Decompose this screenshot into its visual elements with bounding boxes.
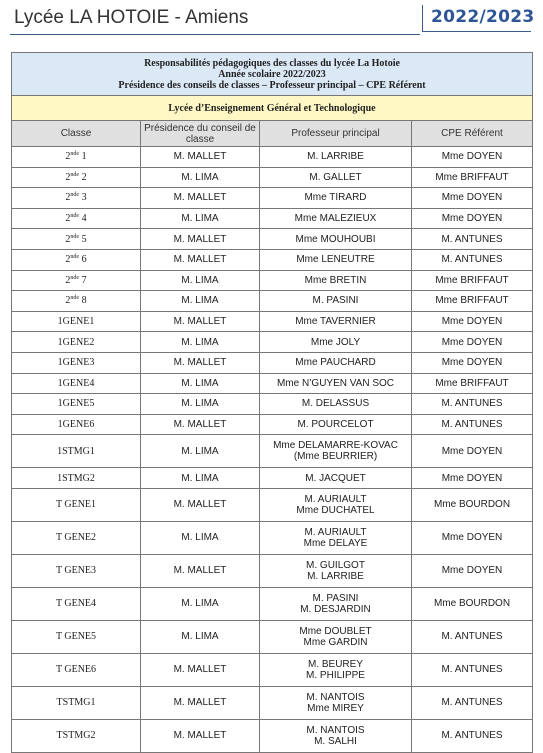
professeur-name: Mme GARDIN [303, 636, 368, 648]
cell-classe: 1STMG1 [12, 435, 141, 468]
cell-presidence: M. MALLET [141, 147, 260, 168]
professeur-name: M. LARRIBE [307, 151, 364, 163]
cell-presidence: M. LIMA [141, 435, 260, 468]
table-row [12, 521, 533, 554]
col-header-professeur: Professeur principal [260, 121, 412, 147]
table-row [12, 686, 533, 719]
cell-classe: 1STMG2 [12, 468, 141, 489]
cell-cpe: Mme DOYEN [412, 208, 533, 229]
classe-number: 4 [79, 213, 87, 225]
professeur-name: M. BEUREY [307, 658, 363, 670]
responsibilities-table [11, 52, 533, 753]
cell-presidence: M. MALLET [141, 719, 260, 752]
table-row [12, 587, 533, 620]
col-header-presidence: Présidence du conseil de classe [141, 121, 260, 147]
classe-level-suffix: nde [70, 213, 80, 220]
cell-professeur [260, 435, 412, 468]
professeur-name: Mme DOUBLET [299, 625, 372, 637]
cell-cpe: Mme BRIFFAUT [412, 270, 533, 291]
professeur-name: M. PHILIPPE [306, 669, 365, 681]
cell-presidence: M. LIMA [141, 167, 260, 188]
classe-level: 2 [65, 233, 71, 245]
classe-level: 2 [65, 192, 71, 204]
cell-professeur [260, 620, 412, 653]
table-subtitle: Lycée d’Enseignement Général et Technologique [12, 96, 533, 121]
cell-professeur [260, 147, 412, 168]
table-row [12, 554, 533, 587]
cell-cpe: M. ANTUNES [412, 719, 533, 752]
table-row [12, 147, 533, 168]
cell-professeur [260, 521, 412, 554]
cell-presidence: M. MALLET [141, 188, 260, 209]
table-row [12, 249, 533, 270]
table-title [12, 53, 533, 96]
table-row [12, 373, 533, 394]
table-row [12, 167, 533, 188]
cell-professeur [260, 229, 412, 250]
cell-professeur [260, 719, 412, 752]
professeur-name: M. NANTOIS [306, 691, 365, 703]
title-line-2: Année scolaire 2022/2023 [218, 68, 326, 80]
classe-number: 2 [79, 171, 87, 183]
cell-cpe: Mme DOYEN [412, 332, 533, 353]
cell-presidence: M. LIMA [141, 468, 260, 489]
table-row [12, 208, 533, 229]
cell-cpe: Mme BOURDON [412, 587, 533, 620]
cell-classe: TSTMG1 [12, 686, 141, 719]
professeur-name: Mme JOLY [310, 336, 361, 348]
cell-classe: 1GENE5 [12, 394, 141, 415]
professeur-name: M. PASINI [312, 295, 359, 307]
professeur-name: Mme TIRARD [304, 192, 367, 204]
cell-presidence: M. LIMA [141, 394, 260, 415]
cell-professeur [260, 653, 412, 686]
professeur-name: Mme PAUCHARD [295, 357, 376, 369]
cell-classe: T GENE5 [12, 620, 141, 653]
classe-level-suffix: nde [70, 274, 80, 281]
cell-classe [12, 147, 141, 168]
subtitle-row [12, 96, 533, 121]
year-box [422, 5, 535, 32]
professeur-name: Mme LENEUTRE [296, 254, 375, 266]
cell-professeur [260, 188, 412, 209]
professeur-name: M. GALLET [309, 171, 362, 183]
cell-cpe: Mme BRIFFAUT [412, 167, 533, 188]
cell-professeur [260, 414, 412, 435]
cell-presidence: M. MALLET [141, 311, 260, 332]
classe-level: 2 [65, 213, 71, 225]
professeur-name: Mme MALEZIEUX [294, 213, 377, 225]
classe-level: 2 [65, 171, 71, 183]
cell-professeur [260, 270, 412, 291]
professeur-name: M. NANTOIS [306, 724, 365, 736]
classe-number: 1 [79, 151, 87, 163]
classe-level-suffix: nde [70, 295, 80, 302]
professeur-name: M. JACQUET [305, 472, 366, 484]
professeur-name: M. LARRIBE [307, 570, 364, 582]
table-row [12, 468, 533, 489]
cell-cpe: Mme DOYEN [412, 311, 533, 332]
cell-cpe: Mme DOYEN [412, 352, 533, 373]
table-row [12, 352, 533, 373]
professeur-name: M. GUILGOT [306, 559, 365, 571]
cell-presidence: M. MALLET [141, 249, 260, 270]
cell-professeur [260, 167, 412, 188]
table-row [12, 311, 533, 332]
cell-professeur [260, 249, 412, 270]
cell-cpe: M. ANTUNES [412, 229, 533, 250]
school-name: Lycée LA HOTOIE - Amiens [14, 7, 249, 28]
cell-cpe: M. ANTUNES [412, 394, 533, 415]
table-row [12, 719, 533, 752]
cell-presidence: M. LIMA [141, 587, 260, 620]
cell-presidence: M. LIMA [141, 332, 260, 353]
classe-level-suffix: nde [70, 171, 80, 178]
classe-level: 2 [65, 254, 71, 266]
cell-professeur [260, 686, 412, 719]
classe-number: 3 [79, 192, 87, 204]
cell-cpe: M. ANTUNES [412, 686, 533, 719]
professeur-name: M. SALHI [314, 735, 357, 747]
cell-presidence: M. MALLET [141, 229, 260, 250]
classe-level-suffix: nde [70, 233, 80, 240]
title-line-1: Responsabilités pédagogiques des classes du lycée La Hotoie [144, 57, 400, 69]
cell-presidence: M. MALLET [141, 686, 260, 719]
cell-presidence: M. LIMA [141, 291, 260, 312]
cell-presidence: M. LIMA [141, 270, 260, 291]
professeur-name: Mme DELAMARRE-KOVAC [273, 440, 398, 452]
cell-cpe: Mme DOYEN [412, 521, 533, 554]
table-row [12, 488, 533, 521]
cell-cpe: M. ANTUNES [412, 620, 533, 653]
cell-cpe: Mme DOYEN [412, 435, 533, 468]
professeur-name: M. AURIAULT [304, 493, 367, 505]
professeur-name: Mme N’GUYEN VAN SOC [276, 377, 395, 389]
cell-professeur [260, 332, 412, 353]
cell-classe [12, 208, 141, 229]
cell-presidence: M. LIMA [141, 373, 260, 394]
cell-classe: T GENE1 [12, 488, 141, 521]
cell-presidence: M. MALLET [141, 554, 260, 587]
table-row [12, 394, 533, 415]
cell-cpe: Mme DOYEN [412, 188, 533, 209]
professeur-name: Mme MIREY [307, 702, 364, 714]
classe-level: 2 [65, 295, 71, 307]
cell-professeur [260, 394, 412, 415]
cell-classe [12, 270, 141, 291]
col-header-cpe: CPE Référent [412, 121, 533, 147]
table-row [12, 435, 533, 468]
classe-level-suffix: nde [70, 254, 80, 261]
cell-professeur [260, 488, 412, 521]
title-line-3: Présidence des conseils de classes – Professeur principal – CPE Référent [118, 79, 426, 91]
cell-cpe: M. ANTUNES [412, 653, 533, 686]
cell-cpe: M. ANTUNES [412, 414, 533, 435]
cell-classe: 1GENE2 [12, 332, 141, 353]
cell-presidence: M. MALLET [141, 352, 260, 373]
cell-cpe: Mme DOYEN [412, 147, 533, 168]
classe-number: 8 [79, 295, 87, 307]
cell-professeur [260, 352, 412, 373]
cell-cpe: M. ANTUNES [412, 249, 533, 270]
professeur-name: M. PASINI [312, 592, 359, 604]
cell-professeur [260, 311, 412, 332]
cell-presidence: M. LIMA [141, 620, 260, 653]
classe-level-suffix: nde [70, 192, 80, 199]
school-year: 2022/2023 [431, 7, 535, 27]
cell-classe [12, 291, 141, 312]
classe-number: 6 [79, 254, 87, 266]
page-header [0, 0, 543, 40]
table-row [12, 620, 533, 653]
cell-professeur [260, 373, 412, 394]
table-row [12, 229, 533, 250]
professeur-name: Mme BRETIN [304, 274, 367, 286]
cell-cpe: Mme BOURDON [412, 488, 533, 521]
professeur-name: M. AURIAULT [304, 526, 367, 538]
cell-classe: 1GENE3 [12, 352, 141, 373]
col-header-classe: Classe [12, 121, 141, 147]
cell-classe [12, 249, 141, 270]
cell-classe: T GENE6 [12, 653, 141, 686]
cell-professeur [260, 554, 412, 587]
cell-cpe: Mme DOYEN [412, 468, 533, 489]
table-row [12, 414, 533, 435]
professeur-name: Mme MOUHOUBI [295, 233, 376, 245]
professeur-name: Mme DELAYE [303, 537, 368, 549]
title-row [12, 53, 533, 96]
cell-classe: T GENE4 [12, 587, 141, 620]
professeur-name: M. DESJARDIN [300, 603, 371, 615]
cell-presidence: M. MALLET [141, 653, 260, 686]
table-row [12, 188, 533, 209]
table-row [12, 291, 533, 312]
classe-level: 2 [65, 151, 71, 163]
cell-professeur [260, 291, 412, 312]
cell-classe: T GENE3 [12, 554, 141, 587]
cell-classe: TSTMG2 [12, 719, 141, 752]
cell-cpe: Mme BRIFFAUT [412, 373, 533, 394]
professeur-name: (Mme BEURRIER) [293, 451, 378, 463]
cell-classe: T GENE2 [12, 521, 141, 554]
cell-cpe: Mme BRIFFAUT [412, 291, 533, 312]
cell-presidence: M. MALLET [141, 414, 260, 435]
professeur-name: M. DELASSUS [301, 398, 370, 410]
column-header-row [12, 121, 533, 147]
cell-professeur [260, 208, 412, 229]
cell-classe: 1GENE6 [12, 414, 141, 435]
cell-presidence: M. LIMA [141, 208, 260, 229]
classe-number: 7 [79, 274, 87, 286]
cell-classe [12, 188, 141, 209]
professeur-name: Mme DUCHATEL [296, 504, 375, 516]
classe-level-suffix: nde [70, 151, 80, 158]
cell-classe: 1GENE4 [12, 373, 141, 394]
cell-classe [12, 229, 141, 250]
cell-professeur [260, 587, 412, 620]
cell-classe: 1GENE1 [12, 311, 141, 332]
classe-level: 2 [65, 274, 71, 286]
cell-professeur [260, 468, 412, 489]
table-row [12, 270, 533, 291]
cell-presidence: M. LIMA [141, 521, 260, 554]
professeur-name: M. POURCELOT [297, 419, 374, 431]
table-row [12, 332, 533, 353]
classe-number: 5 [79, 233, 87, 245]
cell-presidence: M. MALLET [141, 488, 260, 521]
cell-cpe: Mme DOYEN [412, 554, 533, 587]
table-row [12, 653, 533, 686]
cell-classe [12, 167, 141, 188]
header-rule [10, 34, 420, 35]
professeur-name: Mme TAVERNIER [295, 316, 376, 328]
